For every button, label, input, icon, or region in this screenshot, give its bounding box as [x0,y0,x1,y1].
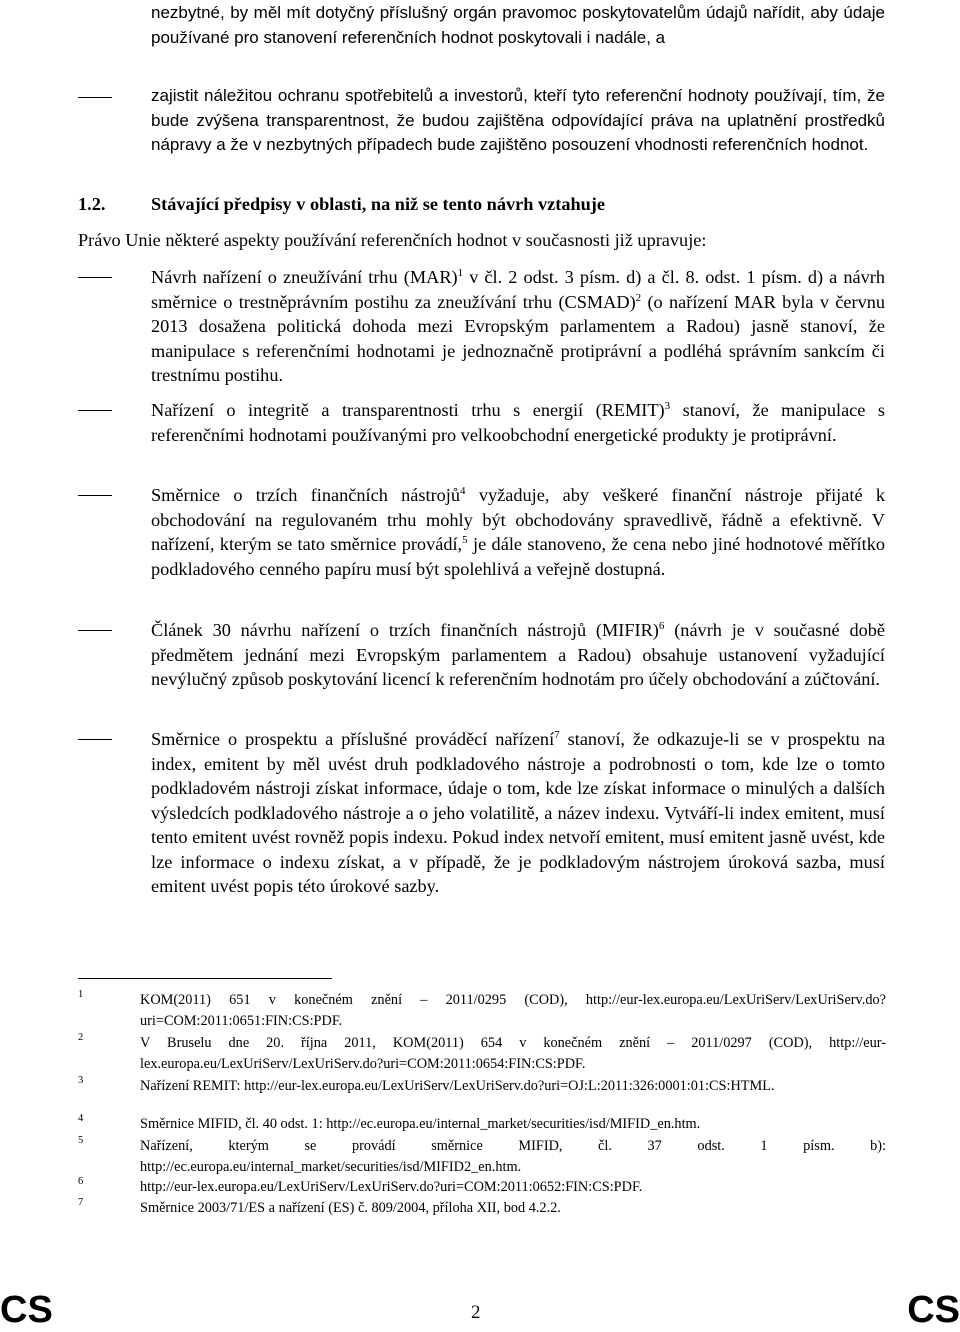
page-number: 2 [471,1302,481,1323]
footnote-number: 6 [78,1176,84,1187]
footnote-1 [78,990,886,1032]
footnote-number: 4 [78,1113,84,1124]
bullet-text: v čl. 2 odst. 3 písm. d) a čl. 8. odst. 1 písm. d) a návrh směrnice o trestněprávním postihu za zneužívání trhu (CSMAD) [151,267,886,312]
footnote-text: KOM(2011) 651 v konečném znění – 2011/0295 (COD), http://eur-lex.europa.eu/LexUriServ/LexUriServ.do?uri=COM:2011:0651:FIN:CS:PDF. [140,992,886,1029]
footnote-ref: 1 [457,266,464,279]
bullet-text: je dále stanoveno, že cena nebo jiné hodnotové měřítko podkladového cenného papíru musí být spolehlivá a veřejně dostupná. [151,534,885,579]
footnote-text: V Bruselu dne 20. října 2011, KOM(2011) 654 v konečném znění – 2011/0297 (COD), http://eur-lex.europa.eu/LexUriServ/LexUriServ.do?uri=COM:2011:0654:FIN:CS:PDF. [140,1035,886,1072]
footnote-6 [78,1177,886,1198]
bullet-prospectus [151,727,885,899]
section-heading [78,194,605,215]
bullet-text: Nařízení o integritě a transparentnosti trhu s energií (REMIT) [151,400,665,420]
footnote-number: 1 [78,989,84,1000]
bullet-text: Návrh nařízení o zneužívání trhu (MAR) [151,267,458,287]
bullet-dash [78,630,112,631]
footnote-ref: 7 [554,728,560,741]
section-number: 1.2. [78,194,106,214]
footnote-number: 2 [78,1032,84,1043]
footnote-text: Nařízení, kterým se provádí směrnice MIFID, čl. 37 odst. 1 písm. b): http://ec.europa.eu/internal_market/securities/isd/MIFID2_en.htm. [140,1138,886,1175]
section-title: Stávající předpisy v oblasti, na niž se tento návrh vztahuje [151,194,605,214]
top-paragraph: nezbytné, by měl mít dotyčný příslušný orgán pravomoc poskytovatelům údajů nařídit, aby údaje používané pro stanovení referenčních hodnot poskytovali i nadále, a [151,3,885,47]
footnote-5 [78,1136,886,1178]
bullet-text: Článek 30 návrhu nařízení o trzích finančních nástrojů (MIFIR) [151,620,659,640]
footer-lang-right: CS [907,1289,960,1331]
bullet-text: (o nařízení MAR byla v červnu 2013 dosažena politická dohoda mezi Evropským parlamentem a Radou) jasně stanoví, že manipulace s referenčními hodnotami je jednoznačně protiprávní a podléhá správním sankcím či trestnímu postihu. [151,291,885,385]
bullet-protection: zajistit náležitou ochranu spotřebitelů a investorů, kteří tyto referenční hodnoty používají, tím, že bude zvýšena transparentnost, že budou zajištěna odpovídající práva na uplatnění prostředků nápravy a že v nezbytných případech bude zajištěno posouzení vhodnosti referenčních hodnot. [151,86,885,154]
bullet-text: (návrh je v současné době předmětem jednání mezi Evropským parlamentem a Radou) obsahuje ustanovení vyžadující nevýlučný způsob poskytování licencí k referenčním hodnotám pro účely obchodování a zúčtování. [151,620,885,689]
footnote-ref: 6 [658,619,665,632]
bullet-mifir [151,618,885,692]
bullet-dash [78,410,112,411]
footnote-text: Směrnice 2003/71/ES a nařízení (ES) č. 809/2004, příloha XII, bod 4.2.2. [140,1200,561,1216]
bullet-text: Směrnice o prospektu a příslušné prováděcí nařízení [151,729,555,749]
footnote-2 [78,1033,886,1075]
footer-lang-left: CS [0,1289,53,1331]
footnote-ref: 3 [664,399,671,412]
footnote-rule [78,978,332,979]
section-intro: Právo Unie některé aspekty používání referenčních hodnot v současnosti již upravuje: [78,230,707,250]
footnote-ref: 5 [462,533,468,546]
footnote-4 [78,1114,886,1135]
bullet-text: Směrnice o trzích finančních nástrojů [151,485,461,505]
footnote-3 [78,1076,886,1097]
bullet-mar [151,265,885,388]
footnote-ref: 4 [460,484,466,497]
footnote-text: http://eur-lex.europa.eu/LexUriServ/LexUriServ.do?uri=COM:2011:0652:FIN:CS:PDF. [140,1179,643,1195]
bullet-text: stanoví, že manipulace s referenčními hodnotami používanými pro velkoobchodní energetické produkty je protiprávní. [151,400,885,445]
bullet-dash [78,495,112,496]
footnote-text: Nařízení REMIT: http://eur-lex.europa.eu/LexUriServ/LexUriServ.do?uri=OJ:L:2011:326:0001:01:CS:HTML. [140,1078,775,1094]
footnote-number: 3 [78,1075,84,1086]
bullet-mifid [151,483,885,581]
bullet-dash [78,739,112,740]
footnote-ref: 2 [635,291,642,304]
bullet-text: vyžaduje, aby veškeré finanční nástroje přijaté k obchodování na regulovaném trhu mohly být obchodovány spravedlivě, řádně a efektivně. V nařízení, kterým se tato směrnice provádí, [151,485,885,554]
footnote-number: 5 [78,1135,84,1146]
footnote-7 [78,1198,886,1219]
bullet-remit [151,398,885,447]
footnote-text: Směrnice MIFID, čl. 40 odst. 1: http://ec.europa.eu/internal_market/securities/isd/MIFID_en.htm. [140,1116,701,1132]
footnote-number: 7 [78,1197,84,1208]
bullet-dash [78,277,112,278]
bullet-dash [78,97,112,98]
bullet-text: stanoví, že odkazuje-li se v prospektu na index, emitent by měl uvést druh podkladového nástroje a podrobnosti o tom, kde lze o tomto podkladovém nástroji získat informace, údaje o tom, kde lze získat informace o minulých a dalších výsledcích podkladového nástroje a o jeho volatilitě, a název indexu. Vytváří-li index emitent, musí tento emitent uvést rovněž popis indexu. Pokud index netvoří emitent, musí emitent jasně uvést, kde lze informace o indexu získat, a v případě, že je podkladovým nástrojem úroková sazba, musí emitent uvést popis této úrokové sazby. [151,729,885,896]
